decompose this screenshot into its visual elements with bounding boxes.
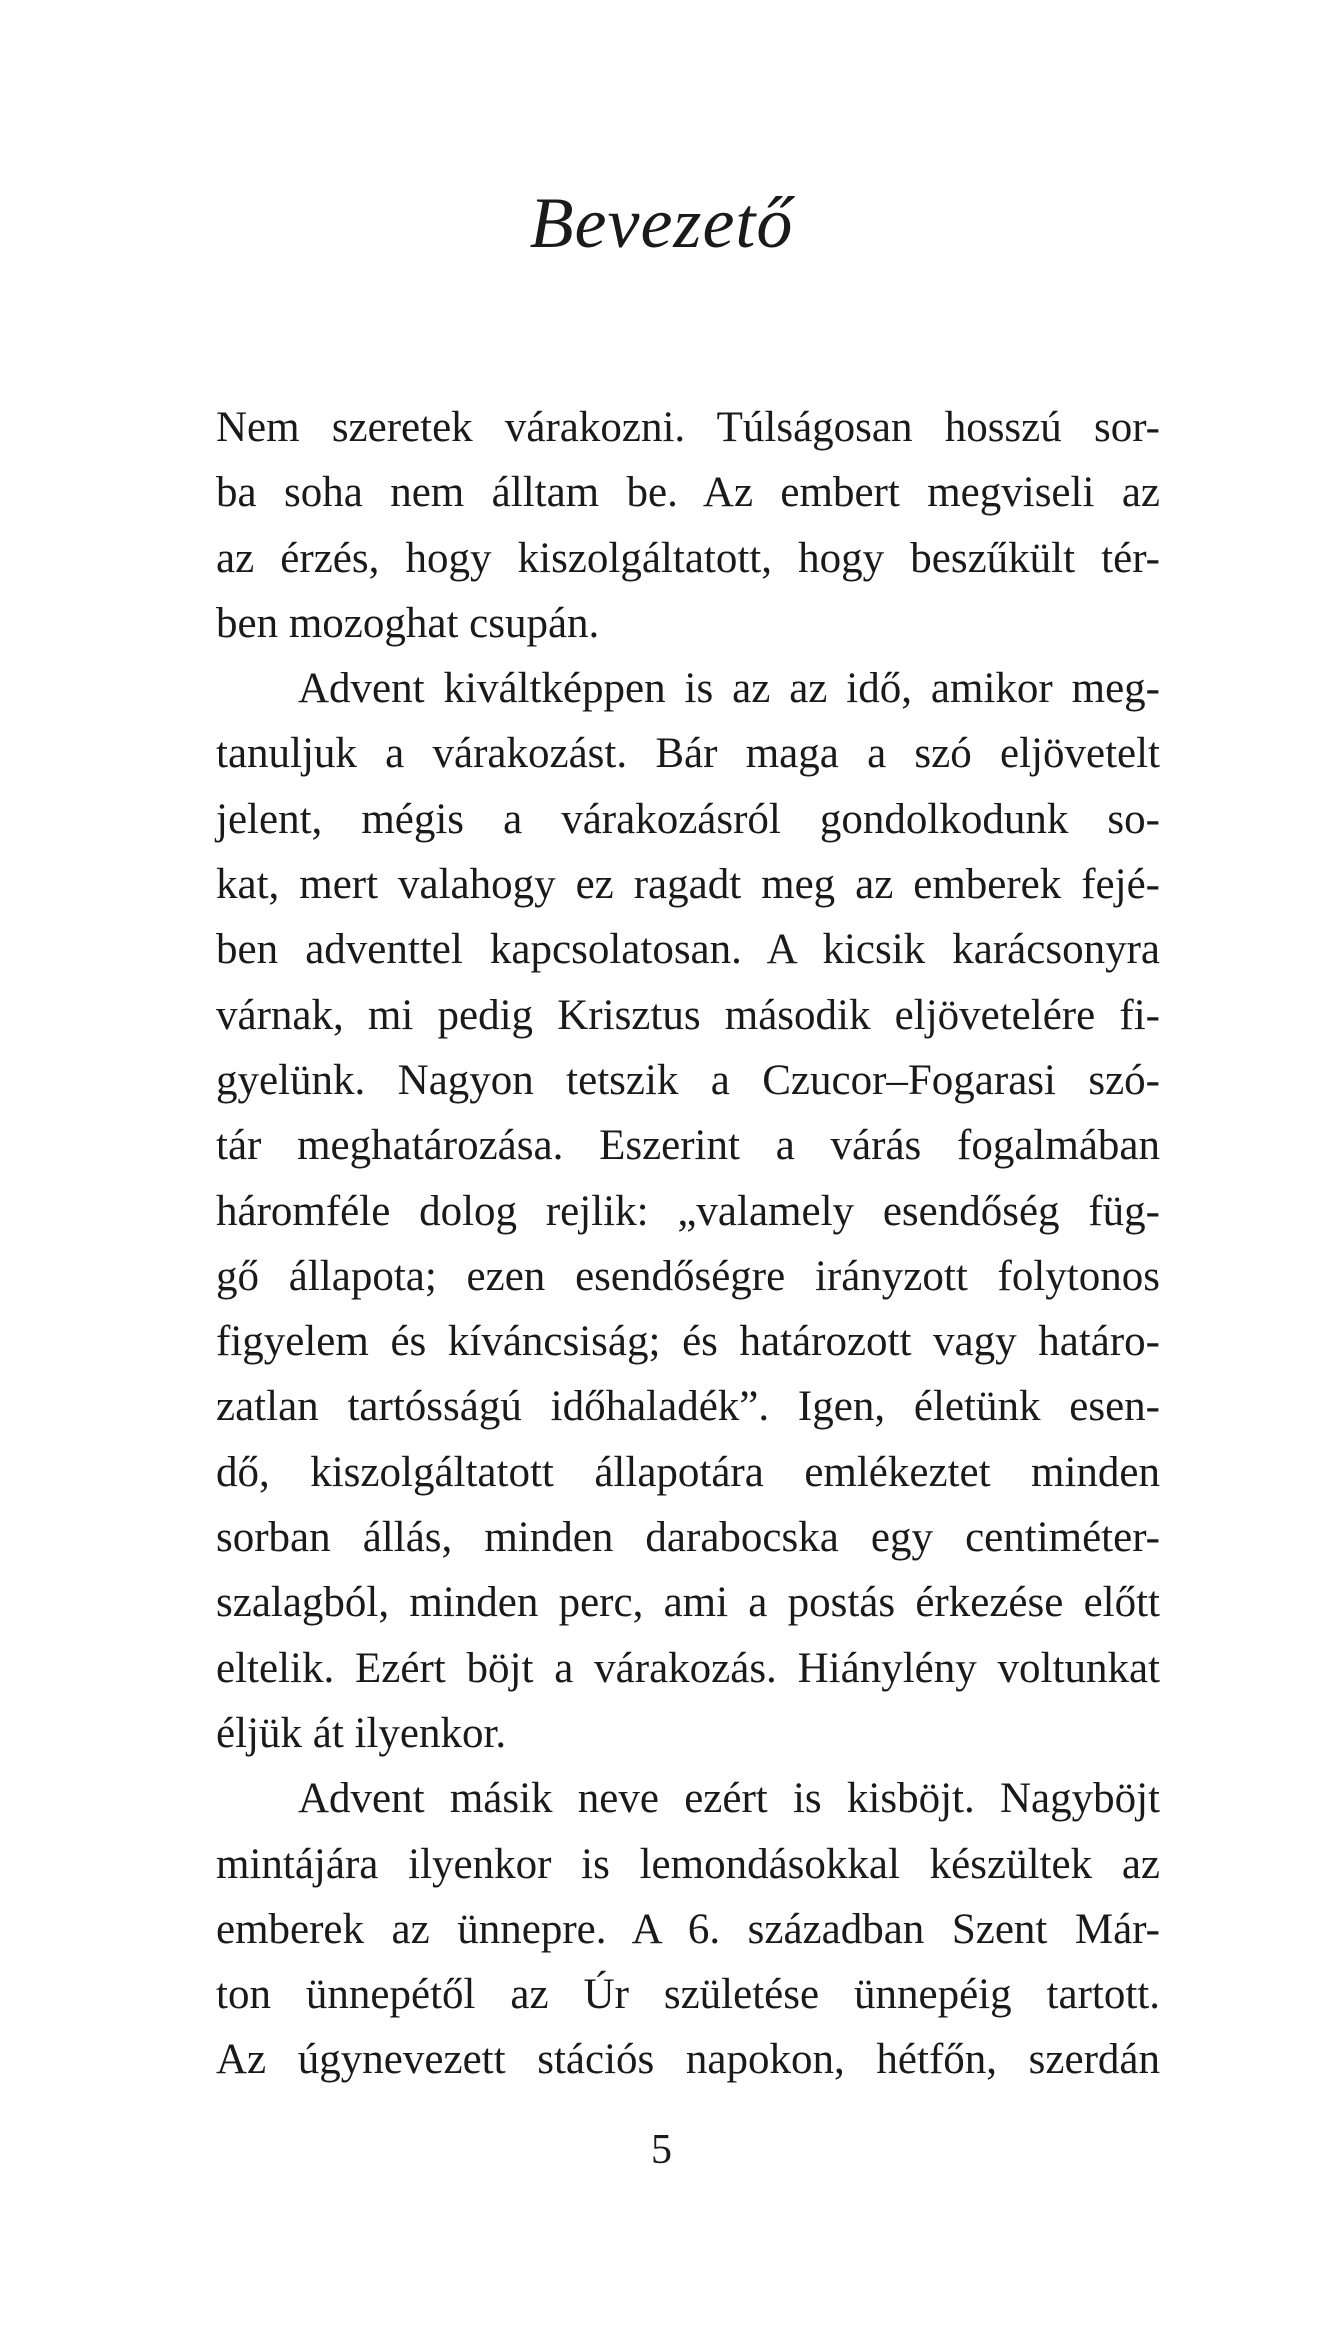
- text-line: Az úgynevezett stációs napokon, hétfőn, szerdán: [216, 2036, 1160, 2084]
- text-line: ben adventtel kapcsolatosan. A kicsik karácsonyra: [216, 926, 1160, 974]
- text-line: ton ünnepétől az Úr születése ünnepéig tartott.: [216, 1971, 1160, 2019]
- text-line: zatlan tartósságú időhaladék”. Igen, életünk esen-: [216, 1383, 1160, 1431]
- text-line: háromféle dolog rejlik: „valamely esendőség füg-: [216, 1187, 1160, 1235]
- text-line: sorban állás, minden darabocska egy centiméter-: [216, 1514, 1160, 1562]
- text-line: emberek az ünnepre. A 6. században Szent Már-: [216, 1905, 1160, 1953]
- text-line: az érzés, hogy kiszolgáltatott, hogy beszűkült tér-: [216, 534, 1160, 582]
- text-line: Advent másik neve ezért is kisböjt. Nagyböjt: [298, 1775, 1160, 1823]
- text-line: gő állapota; ezen esendőségre irányzott folytonos: [216, 1252, 1160, 1300]
- text-line: éljük át ilyenkor.: [216, 1709, 507, 1757]
- text-line: figyelem és kíváncsiság; és határozott vagy határo-: [216, 1318, 1160, 1366]
- chapter-title: Bevezető: [529, 183, 794, 263]
- text-line: szalagból, minden perc, ami a postás érkezése előtt: [216, 1579, 1160, 1627]
- text-line: tár meghatározása. Eszerint a várás fogalmában: [216, 1122, 1160, 1170]
- text-line: ben mozoghat csupán.: [216, 599, 600, 647]
- text-line: gyelünk. Nagyon tetszik a Czucor–Fogarasi szó-: [216, 1056, 1160, 1104]
- page-number: 5: [651, 2127, 672, 2173]
- text-line: várnak, mi pedig Krisztus második eljövetelére fi-: [216, 991, 1160, 1039]
- text-line: dő, kiszolgáltatott állapotára emlékeztet minden: [216, 1448, 1160, 1496]
- text-line: Advent kiváltképpen is az az idő, amikor meg-: [298, 665, 1160, 713]
- text-line: mintájára ilyenkor is lemondásokkal készültek az: [216, 1840, 1160, 1888]
- text-line: jelent, mégis a várakozásról gondolkodunk so-: [216, 795, 1160, 843]
- text-line: kat, mert valahogy ez ragadt meg az emberek fejé-: [216, 861, 1160, 909]
- text-line: ba soha nem álltam be. Az embert megviseli az: [216, 469, 1160, 517]
- text-line: eltelik. Ezért böjt a várakozás. Hiánylény voltunkat: [216, 1644, 1160, 1692]
- text-line: tanuljuk a várakozást. Bár maga a szó eljövetelt: [216, 730, 1160, 778]
- body-text: [216, 395, 1160, 2093]
- text-line: Nem szeretek várakozni. Túlságosan hosszú sor-: [216, 404, 1160, 451]
